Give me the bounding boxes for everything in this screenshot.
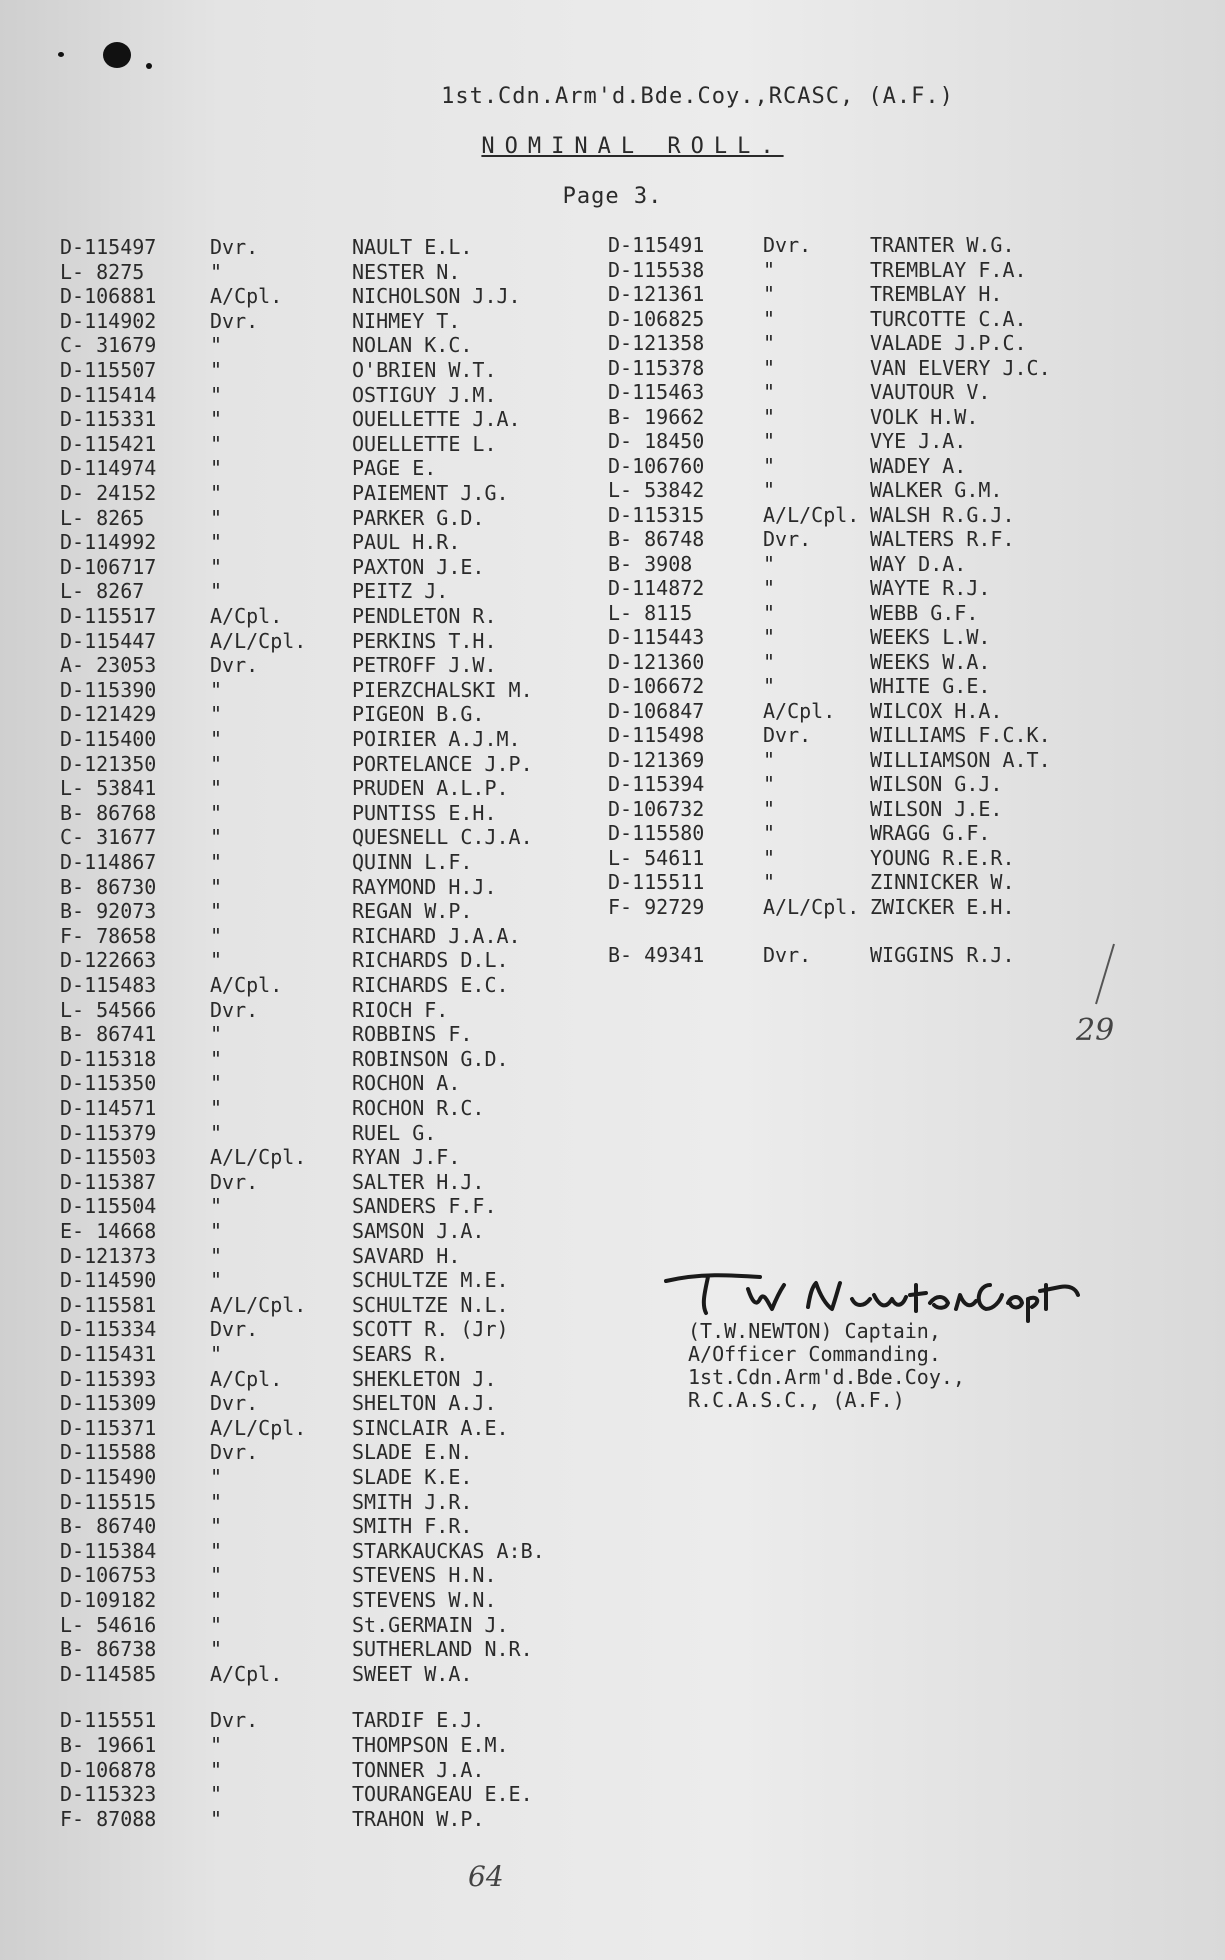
service-number: D- 24152: [60, 481, 157, 505]
service-number: L- 8275: [60, 259, 145, 284]
member-name: WIGGINS R.J.: [870, 943, 1015, 967]
service-number: B- 19661: [60, 1733, 157, 1757]
member-name: VALADE J.P.C.: [870, 331, 1027, 355]
ink-speck: [58, 52, 64, 57]
member-name: WILCOX H.A.: [870, 698, 1003, 723]
ink-speck: [146, 63, 152, 69]
rank: ": [763, 282, 776, 306]
rank: ": [210, 1096, 223, 1120]
service-number: D-115384: [60, 1538, 157, 1563]
rank: A/Cpl.: [210, 1366, 283, 1391]
member-name: SAMSON J.A.: [352, 1219, 485, 1243]
service-number: D-115447: [60, 628, 157, 653]
rank: ": [210, 1563, 223, 1588]
signatory-corps: R.C.A.S.C., (A.F.): [688, 1388, 905, 1412]
rank: ": [210, 874, 223, 899]
member-name: TONNER J.A.: [352, 1757, 485, 1782]
member-name: OUELLETTE L.: [352, 431, 497, 456]
service-number: D-106717: [60, 554, 157, 579]
service-number: D-115491: [608, 233, 705, 257]
service-number: D-106847: [608, 698, 705, 723]
member-name: VAN ELVERY J.C.: [870, 355, 1051, 380]
rank: ": [210, 259, 223, 284]
member-name: SCHULTZE N.L.: [352, 1292, 509, 1317]
service-number: D-115483: [60, 973, 157, 997]
member-name: VAUTOUR V.: [870, 380, 991, 404]
member-name: RICHARDS E.C.: [352, 973, 509, 997]
rank: ": [210, 776, 223, 801]
service-number: D-121369: [608, 747, 705, 772]
member-name: WAYTE R.J.: [870, 576, 991, 600]
rank: A/L/Cpl.: [210, 1145, 307, 1170]
member-name: PETROFF J.W.: [352, 653, 497, 678]
service-number: D-121361: [608, 282, 705, 306]
member-name: THOMPSON E.M.: [352, 1733, 509, 1757]
service-number: D-115490: [60, 1465, 157, 1489]
rank: ": [763, 576, 776, 600]
service-number: D-109182: [60, 1588, 157, 1612]
service-number: D-114974: [60, 456, 157, 481]
rank: ": [763, 453, 776, 478]
right-roll-column: [608, 233, 1108, 993]
member-name: PIGEON B.G.: [352, 702, 485, 727]
member-name: PUNTISS E.H.: [352, 800, 497, 825]
member-name: RIOCH F.: [352, 997, 449, 1022]
service-number: D-122663: [60, 948, 157, 973]
service-number: C- 31679: [60, 333, 157, 358]
service-number: L- 53841: [60, 776, 157, 801]
rank: ": [210, 727, 223, 751]
margin-page-count: 29: [1076, 1013, 1115, 1048]
service-number: D-121373: [60, 1243, 157, 1268]
rank: ": [763, 772, 776, 796]
service-number: B- 86740: [60, 1514, 157, 1539]
member-name: O'BRIEN W.T.: [352, 358, 497, 382]
member-name: SWEET W.A.: [352, 1661, 473, 1686]
left-roll-column: [60, 235, 600, 1835]
service-number: D-106753: [60, 1563, 157, 1588]
member-name: WALKER G.M.: [870, 478, 1003, 502]
service-number: D-115315: [608, 502, 705, 527]
service-number: D-115538: [608, 257, 705, 282]
rank: ": [210, 948, 223, 973]
member-name: WEEKS L.W.: [870, 625, 991, 649]
margin-tick-mark: [1088, 940, 1118, 1010]
rank: Dvr.: [210, 653, 259, 678]
member-name: ZINNICKER W.: [870, 870, 1015, 894]
signatory-name: (T.W.NEWTON) Captain,: [688, 1319, 941, 1343]
service-number: D-115387: [60, 1169, 157, 1194]
member-name: RUEL G.: [352, 1120, 437, 1145]
member-name: SUTHERLAND N.R.: [352, 1637, 533, 1662]
rank: ": [210, 850, 223, 874]
rank: ": [763, 600, 776, 625]
member-name: WAY D.A.: [870, 551, 967, 576]
rank: ": [210, 923, 223, 948]
rank: ": [210, 1514, 223, 1539]
member-name: ZWICKER E.H.: [870, 894, 1015, 919]
rank: A/L/Cpl.: [210, 628, 307, 653]
member-name: REGAN W.P.: [352, 899, 473, 924]
member-name: PENDLETON R.: [352, 604, 497, 628]
page-number: Page 3.: [562, 184, 663, 209]
rank: ": [763, 551, 776, 576]
member-name: SMITH F.R.: [352, 1514, 473, 1539]
rank: ": [210, 1588, 223, 1612]
service-number: D-115507: [60, 358, 157, 382]
rank: ": [210, 899, 223, 924]
rank: ": [210, 1757, 223, 1782]
service-number: D-115414: [60, 382, 157, 407]
service-number: B- 49341: [608, 943, 705, 967]
rank: ": [763, 870, 776, 894]
member-name: RYAN J.F.: [352, 1145, 461, 1170]
rank: Dvr.: [763, 527, 812, 551]
rank: ": [763, 845, 776, 870]
member-name: PAUL H.R.: [352, 530, 461, 555]
rank: ": [210, 407, 223, 432]
rank: Dvr.: [210, 1391, 259, 1416]
member-name: TOURANGEAU E.E.: [352, 1782, 533, 1807]
member-name: ROCHON A.: [352, 1071, 461, 1096]
document-title: NOMINAL ROLL.: [481, 134, 784, 159]
rank: ": [210, 1219, 223, 1243]
member-name: QUESNELL C.J.A.: [352, 825, 533, 850]
rank: A/Cpl.: [210, 604, 283, 628]
rank: ": [210, 1733, 223, 1757]
rank: ": [763, 429, 776, 453]
rank: ": [210, 1465, 223, 1489]
member-name: TURCOTTE C.A.: [870, 306, 1027, 331]
member-name: SAVARD H.: [352, 1243, 461, 1268]
member-name: NAULT E.L.: [352, 235, 473, 259]
rank: ": [210, 554, 223, 579]
member-name: WALSH R.G.J.: [870, 502, 1015, 527]
service-number: D-115443: [608, 625, 705, 649]
member-name: YOUNG R.E.R.: [870, 845, 1015, 870]
rank: Dvr.: [210, 235, 259, 259]
rank: ": [210, 456, 223, 481]
member-name: WHITE G.E.: [870, 674, 991, 698]
member-name: WILLIAMS F.C.K.: [870, 723, 1051, 747]
member-name: POIRIER A.J.M.: [352, 727, 521, 751]
service-number: B- 3908: [608, 551, 693, 576]
rank: Dvr.: [210, 1440, 259, 1465]
rank: ": [210, 1637, 223, 1662]
member-name: SANDERS F.F.: [352, 1194, 497, 1219]
member-name: STARKAUCKAS A:B.: [352, 1538, 545, 1563]
service-number: D-114872: [608, 576, 705, 600]
signatory-unit: 1st.Cdn.Arm'd.Bde.Coy.,: [688, 1365, 965, 1389]
service-number: D- 18450: [608, 429, 705, 453]
member-name: PAIEMENT J.G.: [352, 481, 509, 505]
service-number: F- 87088: [60, 1806, 157, 1831]
service-number: B- 86741: [60, 1022, 157, 1047]
service-number: D-114571: [60, 1096, 157, 1120]
rank: ": [763, 821, 776, 845]
service-number: L- 53842: [608, 478, 705, 502]
member-name: PAGE E.: [352, 456, 437, 481]
service-number: D-115463: [608, 380, 705, 404]
service-number: D-106732: [608, 796, 705, 821]
service-number: A- 23053: [60, 653, 157, 678]
service-number: D-106825: [608, 306, 705, 331]
service-number: B- 86748: [608, 527, 705, 551]
member-name: ROCHON R.C.: [352, 1096, 485, 1120]
member-name: St.GERMAIN J.: [352, 1612, 509, 1637]
handwritten-signature: [660, 1255, 1080, 1325]
service-number: D-115334: [60, 1317, 157, 1342]
service-number: D-115581: [60, 1292, 157, 1317]
rank: A/L/Cpl.: [763, 502, 860, 527]
rank: ": [210, 333, 223, 358]
rank: ": [210, 382, 223, 407]
service-number: L- 8267: [60, 579, 145, 604]
member-name: WEEKS W.A.: [870, 649, 991, 674]
service-number: D-114585: [60, 1661, 157, 1686]
member-name: SHEKLETON J.: [352, 1366, 497, 1391]
member-name: WADEY A.: [870, 453, 967, 478]
service-number: L- 8115: [608, 600, 693, 625]
service-number: D-115379: [60, 1120, 157, 1145]
rank: ": [763, 380, 776, 404]
rank: Dvr.: [210, 1317, 259, 1342]
rank: Dvr.: [210, 308, 259, 333]
member-name: ROBINSON G.D.: [352, 1046, 509, 1071]
service-number: D-121350: [60, 751, 157, 776]
service-number: D-115498: [608, 723, 705, 747]
member-name: RICHARD J.A.A.: [352, 923, 521, 948]
rank: A/L/Cpl.: [763, 894, 860, 919]
service-number: C- 31677: [60, 825, 157, 850]
rank: ": [210, 1538, 223, 1563]
rank: Dvr.: [210, 1169, 259, 1194]
member-name: RICHARDS D.L.: [352, 948, 509, 973]
service-number: D-115331: [60, 407, 157, 432]
rank: ": [210, 1612, 223, 1637]
member-name: TREMBLAY H.: [870, 282, 1003, 306]
member-name: SLADE K.E.: [352, 1465, 473, 1489]
rank: ": [763, 404, 776, 429]
member-name: PRUDEN A.L.P.: [352, 776, 509, 801]
member-name: PAXTON J.E.: [352, 554, 485, 579]
member-name: NICHOLSON J.J.: [352, 284, 521, 309]
member-name: SEARS R.: [352, 1342, 449, 1366]
member-name: PARKER G.D.: [352, 505, 485, 530]
member-name: TRAHON W.P.: [352, 1806, 485, 1831]
service-number: L- 8265: [60, 505, 145, 530]
service-number: D-115400: [60, 727, 157, 751]
rank: Dvr.: [763, 233, 812, 257]
service-number: D-115580: [608, 821, 705, 845]
rank: ": [210, 1782, 223, 1807]
service-number: D-114590: [60, 1268, 157, 1293]
rank: ": [210, 1022, 223, 1047]
rank: ": [763, 747, 776, 772]
rank: A/L/Cpl.: [210, 1292, 307, 1317]
service-number: D-115323: [60, 1782, 157, 1807]
service-number: D-106878: [60, 1757, 157, 1782]
member-name: STEVENS W.N.: [352, 1588, 497, 1612]
service-number: F- 78658: [60, 923, 157, 948]
service-number: D-115504: [60, 1194, 157, 1219]
member-name: PEITZ J.: [352, 579, 449, 604]
member-name: SCHULTZE M.E.: [352, 1268, 509, 1293]
member-name: VYE J.A.: [870, 429, 967, 453]
rank: ": [210, 481, 223, 505]
rank: Dvr.: [763, 943, 812, 967]
rank: ": [210, 800, 223, 825]
rank: Dvr.: [210, 1708, 259, 1733]
service-number: D-121360: [608, 649, 705, 674]
member-name: OSTIGUY J.M.: [352, 382, 497, 407]
member-name: TRANTER W.G.: [870, 233, 1015, 257]
rank: ": [763, 625, 776, 649]
service-number: L- 54611: [608, 845, 705, 870]
service-number: B- 86730: [60, 874, 157, 899]
member-name: STEVENS H.N.: [352, 1563, 497, 1588]
member-name: SHELTON A.J.: [352, 1391, 497, 1416]
member-name: OUELLETTE J.A.: [352, 407, 521, 432]
rank: ": [210, 751, 223, 776]
rank: ": [763, 674, 776, 698]
rank: ": [210, 825, 223, 850]
service-number: D-114992: [60, 530, 157, 555]
service-number: B- 86738: [60, 1637, 157, 1662]
rank: ": [210, 1268, 223, 1293]
member-name: WRAGG G.F.: [870, 821, 991, 845]
member-name: WILLIAMSON A.T.: [870, 747, 1051, 772]
rank: ": [210, 1071, 223, 1096]
service-number: D-115350: [60, 1071, 157, 1096]
service-number: D-115371: [60, 1415, 157, 1440]
rank: ": [763, 355, 776, 380]
member-name: QUINN L.F.: [352, 850, 473, 874]
signatory-title: A/Officer Commanding.: [688, 1342, 941, 1366]
rank: ": [210, 1194, 223, 1219]
service-number: B- 86768: [60, 800, 157, 825]
service-number: F- 92729: [608, 894, 705, 919]
unit-heading: 1st.Cdn.Arm'd.Bde.Coy.,RCASC, (A.F.): [441, 84, 954, 109]
service-number: D-121358: [608, 331, 705, 355]
member-name: ROBBINS F.: [352, 1022, 473, 1047]
service-number: D-115517: [60, 604, 157, 628]
rank: ": [210, 1046, 223, 1071]
service-number: D-114867: [60, 850, 157, 874]
rank: ": [210, 505, 223, 530]
member-name: NOLAN K.C.: [352, 333, 473, 358]
member-name: PORTELANCE J.P.: [352, 751, 533, 776]
rank: ": [210, 1120, 223, 1145]
member-name: RAYMOND H.J.: [352, 874, 497, 899]
service-number: D-115511: [608, 870, 705, 894]
service-number: D-115309: [60, 1391, 157, 1416]
rank: A/Cpl.: [763, 698, 836, 723]
rank: Dvr.: [763, 723, 812, 747]
member-name: SCOTT R. (Jr): [352, 1317, 509, 1342]
service-number: B- 19662: [608, 404, 705, 429]
service-number: L- 54616: [60, 1612, 157, 1637]
member-name: VOLK H.W.: [870, 404, 979, 429]
rank: ": [210, 358, 223, 382]
service-number: D-115394: [608, 772, 705, 796]
service-number: D-115318: [60, 1046, 157, 1071]
service-number: D-115378: [608, 355, 705, 380]
service-number: B- 92073: [60, 899, 157, 924]
rank: ": [210, 677, 223, 702]
service-number: D-115497: [60, 235, 157, 259]
service-number: D-115551: [60, 1708, 157, 1733]
service-number: D-115393: [60, 1366, 157, 1391]
member-name: NIHMEY T.: [352, 308, 461, 333]
rank: ": [210, 1806, 223, 1831]
service-number: D-115421: [60, 431, 157, 456]
service-number: D-121429: [60, 702, 157, 727]
rank: ": [210, 579, 223, 604]
rank: Dvr.: [210, 997, 259, 1022]
rank: ": [763, 796, 776, 821]
member-name: WILSON J.E.: [870, 796, 1003, 821]
member-name: WILSON G.J.: [870, 772, 1003, 796]
member-name: PERKINS T.H.: [352, 628, 497, 653]
signature-block: [688, 1320, 965, 1412]
rank: A/Cpl.: [210, 973, 283, 997]
rank: A/L/Cpl.: [210, 1415, 307, 1440]
service-number: D-115588: [60, 1440, 157, 1465]
rank: ": [210, 431, 223, 456]
member-name: NESTER N.: [352, 259, 461, 284]
service-number: D-106760: [608, 453, 705, 478]
folio-number: 64: [468, 1860, 504, 1893]
service-number: D-115431: [60, 1342, 157, 1366]
member-name: TARDIF E.J.: [352, 1708, 485, 1733]
rank: ": [210, 1489, 223, 1514]
member-name: PIERZCHALSKI M.: [352, 677, 533, 702]
service-number: D-115390: [60, 677, 157, 702]
service-number: D-115503: [60, 1145, 157, 1170]
service-number: L- 54566: [60, 997, 157, 1022]
rank: ": [210, 1342, 223, 1366]
rank: ": [763, 306, 776, 331]
rank: ": [763, 331, 776, 355]
service-number: D-115515: [60, 1489, 157, 1514]
service-number: D-114902: [60, 308, 157, 333]
member-name: WEBB G.F.: [870, 600, 979, 625]
service-number: D-106672: [608, 674, 705, 698]
ink-blot: [103, 42, 131, 68]
member-name: SINCLAIR A.E.: [352, 1415, 509, 1440]
service-number: D-106881: [60, 284, 157, 309]
member-name: TREMBLAY F.A.: [870, 257, 1027, 282]
member-name: WALTERS R.F.: [870, 527, 1015, 551]
member-name: SLADE E.N.: [352, 1440, 473, 1465]
member-name: SMITH J.R.: [352, 1489, 473, 1514]
rank: ": [763, 649, 776, 674]
rank: ": [210, 1243, 223, 1268]
rank: ": [763, 478, 776, 502]
service-number: E- 14668: [60, 1219, 157, 1243]
rank: ": [210, 702, 223, 727]
rank: ": [763, 257, 776, 282]
rank: ": [210, 530, 223, 555]
rank: A/Cpl.: [210, 1661, 283, 1686]
rank: A/Cpl.: [210, 284, 283, 309]
member-name: SALTER H.J.: [352, 1169, 485, 1194]
